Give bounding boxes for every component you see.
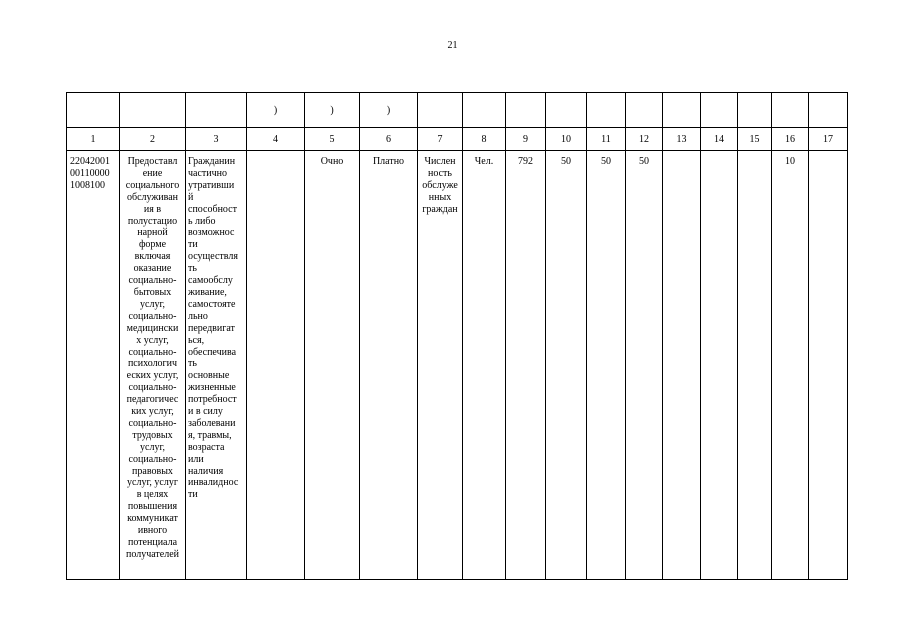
header-cell bbox=[418, 93, 463, 128]
header-cell bbox=[772, 93, 809, 128]
cell-col-17 bbox=[809, 151, 847, 156]
cell-col-16: 10 bbox=[785, 156, 795, 167]
header-row bbox=[67, 93, 848, 128]
cell-col-11: 50 bbox=[601, 156, 611, 167]
column-number: 16 bbox=[772, 128, 809, 151]
cell-col-12: 50 bbox=[639, 156, 649, 167]
header-cell: ) bbox=[305, 93, 360, 128]
column-number: 5 bbox=[305, 128, 360, 151]
recipient-category: Гражданин частично утративши й способност ь либо возможнос ти осуществля ть самообслу живание, самостояте льно передвигат ься, обеспечива ть основные жизненные потребност и в силу заболевани я, травмы, возраста или наличия инвалиднос ти bbox=[188, 156, 239, 501]
column-number: 11 bbox=[587, 128, 626, 151]
unit-of-measure: Чел. bbox=[474, 156, 494, 167]
header-cell bbox=[67, 93, 120, 128]
header-cell: ) bbox=[247, 93, 305, 128]
header-cell bbox=[120, 93, 186, 128]
column-number: 7 bbox=[418, 128, 463, 151]
service-form: Очно bbox=[320, 156, 344, 167]
header-cell bbox=[809, 93, 848, 128]
cell-col-15 bbox=[738, 151, 771, 156]
header-cell bbox=[626, 93, 663, 128]
column-number: 4 bbox=[247, 128, 305, 151]
service-name: Предоставл ение социального обслуживан ия в полустацио нарной форме включая оказание социально- бытовых услуг, социально- медицински х услуг, социально- психологич еских услуг, социально- педагогичес ких услуг, социально- трудовых услуг, социально- правовых услуг, услуг в целях повышения коммуникат ивного потенциала получателей bbox=[125, 156, 180, 560]
service-row bbox=[67, 151, 848, 580]
page-number: 21 bbox=[447, 40, 458, 51]
column-number: 9 bbox=[506, 128, 546, 151]
header-cell bbox=[587, 93, 626, 128]
service-table bbox=[66, 92, 848, 580]
header-cell bbox=[186, 93, 247, 128]
column-number: 10 bbox=[546, 128, 587, 151]
column-number: 17 bbox=[809, 128, 848, 151]
column-number: 15 bbox=[738, 128, 772, 151]
cell-col-4 bbox=[247, 151, 304, 156]
column-number: 14 bbox=[701, 128, 738, 151]
cell-col-9: 792 bbox=[518, 156, 533, 167]
header-cell bbox=[546, 93, 587, 128]
column-number: 12 bbox=[626, 128, 663, 151]
column-number-row bbox=[67, 128, 848, 151]
header-cell: ) bbox=[360, 93, 418, 128]
header-cell bbox=[463, 93, 506, 128]
column-number: 6 bbox=[360, 128, 418, 151]
header-cell bbox=[701, 93, 738, 128]
header-cell bbox=[663, 93, 701, 128]
cell-col-13 bbox=[663, 151, 700, 156]
payment-type: Платно bbox=[372, 156, 405, 167]
service-code: 22042001 00110000 1008100 bbox=[70, 156, 110, 191]
header-cell bbox=[506, 93, 546, 128]
column-number: 1 bbox=[67, 128, 120, 151]
column-number: 13 bbox=[663, 128, 701, 151]
header-cell bbox=[738, 93, 772, 128]
cell-col-10: 50 bbox=[561, 156, 571, 167]
column-number: 3 bbox=[186, 128, 247, 151]
column-number: 2 bbox=[120, 128, 186, 151]
indicator-name: Числен ность обслуже нных граждан bbox=[422, 156, 458, 215]
cell-col-14 bbox=[701, 151, 737, 156]
column-number: 8 bbox=[463, 128, 506, 151]
